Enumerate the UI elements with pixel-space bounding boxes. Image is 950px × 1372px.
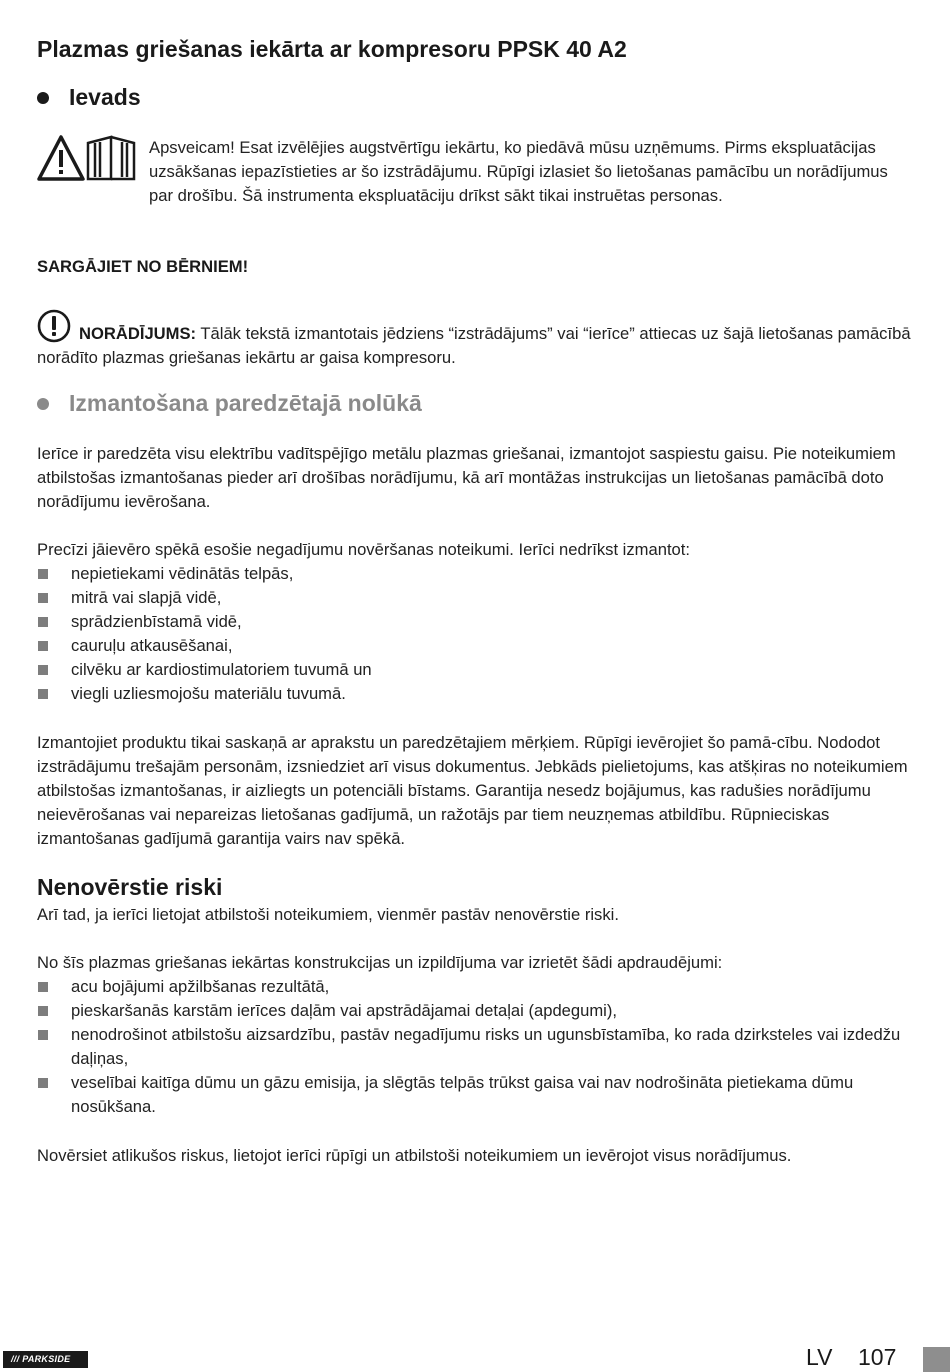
bullet-dot xyxy=(37,398,49,410)
section-heading-residual-risks: Nenovērstie riski xyxy=(37,874,223,900)
page-number: 107 xyxy=(858,1344,897,1370)
note-paragraph xyxy=(37,322,913,370)
note-label: NORĀDĪJUMS: xyxy=(79,324,197,343)
intended-use-paragraph-3: Izmantojiet produktu tikai saskaņā ar aprakstu un paredzētajiem mērķiem. Rūpīgi ievērojiet šo pamā-cību. Nododot izstrādājumu trešajām personām, izsniedziet arī visus dokumentus. Jebkāds pielietojums, kas atšķiras no noteikumiem atbilstošas izmantošanas, ir aizliegts un potenciāli bīstams. Garantija nesedz bojājumus, kas radušies norādījumu neievērošanas vai nepareizas lietošanas gadījumā, un ražotājs par tiem neuzņemas atbildību. Rūpnieciskas izmantošanas gadījumā garantija vairs nav spēkā. xyxy=(37,733,908,848)
note-text: Tālāk tekstā izmantotais jēdziens “izstrādājums” vai “ierīce” attiecas uz šajā lietošanas pamācībā norādīto plazmas griešanas iekārtu ar gaisa kompresoru. xyxy=(37,324,911,367)
page-marker xyxy=(923,1347,950,1372)
list-item: pieskaršanās karstām ierīces daļām vai apstrādājamai detaļai (apdegumi), xyxy=(37,999,913,1023)
residual-risks-paragraph-1: Arī tad, ja ierīci lietojat atbilstoši noteikumiem, vienmēr pastāv nenovērstie riski. xyxy=(37,905,619,924)
bullet-dot xyxy=(37,92,49,104)
residual-risks-paragraph-3: Novērsiet atlikušos riskus, lietojot ierīci rūpīgi un atbilstoši noteikumiem un ievērojot visus norādījumus. xyxy=(37,1146,792,1165)
list-item: acu bojājumi apžilbšanas rezultātā, xyxy=(37,975,913,999)
intended-use-paragraph-1: Ierīce ir paredzēta visu elektrību vadītspējīgo metālu plazmas griešanai, izmantojot saspiestu gaisu. Pie noteikumiem atbilstošas izmantošanas pieder arī drošības norādījumu, kā arī montāžas instrukcijas un lietošanas pamācībā doto norādījumu ievērošana. xyxy=(37,444,896,511)
intro-paragraph: Apsveicam! Esat izvēlējies augstvērtīgu iekārtu, ko piedāvā mūsu uzņēmums. Pirms ekspluatācijas uzsākšanas iepazīstieties ar šo izstrādājumu. Rūpīgi izlasiet šo lietošanas pamācību un norādījumus par drošību. Šā instrumenta ekspluatāciju drīkst sākt tikai instruētas personas. xyxy=(149,138,888,205)
language-code: LV xyxy=(806,1344,833,1370)
intended-use-paragraph-2: Precīzi jāievēro spēkā esošie negadījumu novēršanas noteikumi. Ierīci nedrīkst izmantot: xyxy=(37,540,691,559)
prohibited-use-list xyxy=(37,562,913,706)
warning-triangle-icon xyxy=(39,137,83,179)
section-heading-intended-use xyxy=(37,390,422,417)
list-item: mitrā vai slapjā vidē, xyxy=(37,586,913,610)
list-item: nenodrošinot atbilstošu aizsardzību, pastāv negadījumu risks un ugunsbīstamība, ko rada dzirksteles vai izdedžu daļiņas, xyxy=(37,1023,913,1071)
list-item: cilvēku ar kardiostimulatoriem tuvumā un xyxy=(37,658,913,682)
list-item: nepietiekami vēdinātās telpās, xyxy=(37,562,913,586)
brand-logo: /// PARKSIDE xyxy=(3,1351,88,1368)
section-heading-intro xyxy=(37,84,141,111)
residual-risks-paragraph-2: No šīs plazmas griešanas iekārtas konstrukcijas un izpildījuma var izrietēt šādi apdraudējumi: xyxy=(37,953,723,972)
list-item: sprādzienbīstamā vidē, xyxy=(37,610,913,634)
section-heading-intended-use-text: Izmantošana paredzētajā nolūkā xyxy=(69,390,422,416)
document-title: Plazmas griešanas iekārta ar kompresoru PPSK 40 A2 xyxy=(37,36,627,62)
section-heading-intro-text: Ievads xyxy=(69,84,141,110)
list-item: viegli uzliesmojošu materiālu tuvumā. xyxy=(37,682,913,706)
hazards-list xyxy=(37,975,913,1119)
list-item: cauruļu atkausēšanai, xyxy=(37,634,913,658)
manual-book-icon xyxy=(88,137,134,179)
children-warning: SARGĀJIET NO BĒRNIEM! xyxy=(37,257,249,276)
warning-manual-icons xyxy=(37,133,137,183)
list-item: veselībai kaitīga dūmu un gāzu emisija, ja slēgtās telpās trūkst gaisa vai nav nodrošināta pietiekama dūmu nosūkšana. xyxy=(37,1071,913,1119)
